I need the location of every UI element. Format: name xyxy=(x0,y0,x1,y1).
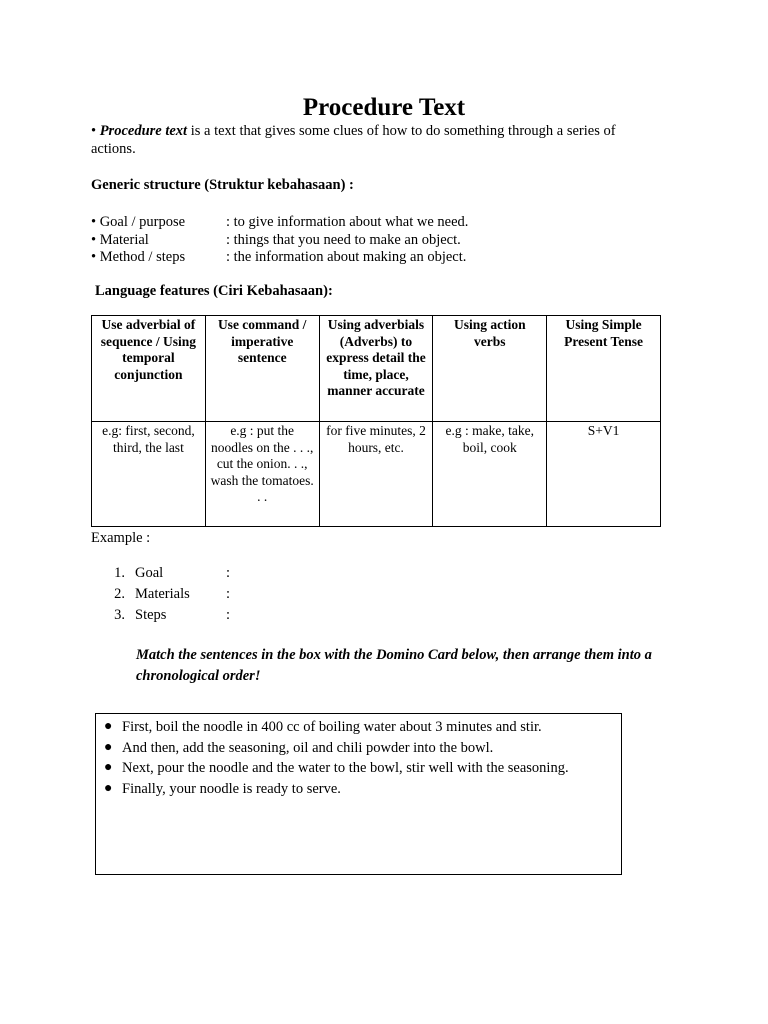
table-cell: e.g : put the noodles on the . . ., cut the onion. . ., wash the tomatoes. . . xyxy=(205,422,319,527)
list-item xyxy=(96,779,621,800)
sentence-text: Finally, your noodle is ready to serve. xyxy=(122,780,341,797)
sentence-box xyxy=(95,713,622,875)
structure-label: • Method / steps xyxy=(91,249,186,265)
intro-term: Procedure text xyxy=(99,123,188,139)
intro-text: is a text that gives some clues of how to do something through a series of actions. xyxy=(91,123,616,157)
list-number: 3. xyxy=(114,607,125,623)
table-header-row xyxy=(92,316,661,422)
list-item xyxy=(91,564,291,582)
table-header-cell: Using adverbials (Adverbs) to express detail the time, place, manner accurate xyxy=(319,316,433,422)
table-header-cell: Use command / imperative sentence xyxy=(205,316,319,422)
structure-label: • Goal / purpose xyxy=(91,214,186,230)
list-number: 1. xyxy=(114,565,125,581)
bullet-icon: ● xyxy=(104,739,113,755)
list-number: 2. xyxy=(114,586,125,602)
sentence-text: And then, add the seasoning, oil and chili powder into the bowl. xyxy=(122,739,494,756)
language-features-table xyxy=(91,315,661,527)
instruction-text: Match the sentences in the box with the Domino Card below, then arrange them into a chronological order! xyxy=(136,647,652,684)
list-item xyxy=(96,717,621,738)
bullet-icon: ● xyxy=(104,760,113,775)
example-label: Example : xyxy=(91,530,151,546)
structure-value: : things that you need to make an object. xyxy=(226,232,461,248)
sentence-text: First, boil the noodle in 400 cc of boiling water about 3 minutes and stir. xyxy=(122,719,542,735)
sentence-list xyxy=(96,714,621,799)
list-colon: : xyxy=(226,607,231,623)
table-cell: e.g : make, take, boil, cook xyxy=(433,422,547,527)
table-cell: S+V1 xyxy=(547,422,661,527)
list-item xyxy=(96,738,621,759)
list-colon: : xyxy=(226,565,231,581)
table-header-cell: Using action verbs xyxy=(433,316,547,422)
structure-value: : to give information about what we need. xyxy=(226,214,469,230)
page-title: Procedure Text xyxy=(302,94,466,121)
list-colon: : xyxy=(226,586,231,602)
table-cell: e.g: first, second, third, the last xyxy=(92,422,206,527)
list-item xyxy=(91,585,291,603)
table-cell: for five minutes, 2 hours, etc. xyxy=(319,422,433,527)
list-label: Goal xyxy=(135,565,164,581)
bullet-icon: ● xyxy=(104,719,113,734)
structure-value: : the information about making an object. xyxy=(226,249,467,265)
sentence-text: Next, pour the noodle and the water to the bowl, stir well with the seasoning. xyxy=(122,760,569,776)
language-features-heading: Language features (Ciri Kebahasaan): xyxy=(95,283,333,299)
intro-bullet: • xyxy=(91,123,97,139)
list-label: Materials xyxy=(135,586,190,602)
generic-structure-heading: Generic structure (Struktur kebahasaan) : xyxy=(91,177,354,193)
bullet-icon: ● xyxy=(104,780,113,796)
table-header-cell: Use adverbial of sequence / Using temporal conjunction xyxy=(92,316,206,422)
list-item xyxy=(96,758,621,779)
structure-label: • Material xyxy=(91,232,149,248)
intro-paragraph xyxy=(91,122,661,158)
table-row xyxy=(92,422,661,527)
list-item xyxy=(91,606,291,624)
table-header-cell: Using Simple Present Tense xyxy=(547,316,661,422)
list-label: Steps xyxy=(135,607,167,623)
